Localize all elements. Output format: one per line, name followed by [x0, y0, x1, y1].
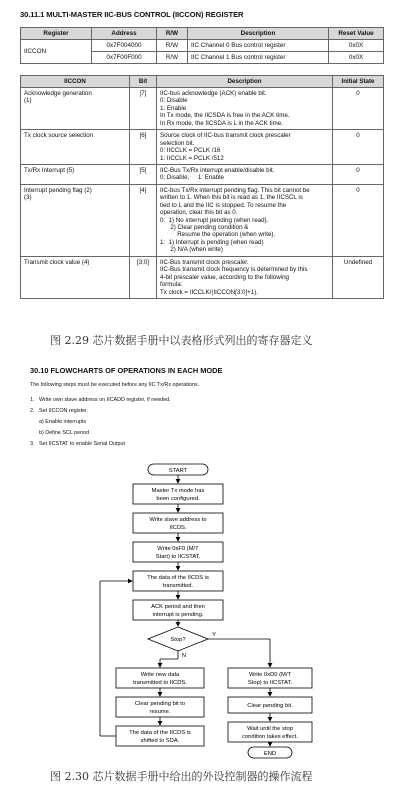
flow-step: 3. Set IICSTAT to enable Serial Output	[30, 441, 125, 447]
bit-cell: [5]	[130, 164, 157, 184]
flow-section-title: 30.10 FLOWCHARTS OF OPERATIONS IN EACH MODE	[30, 366, 223, 375]
box-text: Write slave address to	[149, 517, 207, 523]
box-text: Start) to IICSTAT.	[155, 554, 201, 560]
section-title: 30.11.1 MULTI-MASTER IIC-BUS CONTROL (IICCON) REGISTER	[20, 10, 244, 19]
yes-label: Y	[212, 632, 216, 638]
box-text: The data of the IICDS is	[147, 575, 209, 581]
box-text: condition takes effect.	[242, 734, 298, 740]
initial-state-cell: Undefined	[333, 256, 384, 298]
flowchart	[0, 455, 410, 765]
col-address: Address	[92, 28, 157, 40]
initial-state-cell: 0	[333, 164, 384, 184]
figure-caption: 图 2.29 芯片数据手册中以表格形式列出的寄存器定义	[50, 334, 313, 347]
box-text: shifted to SDA.	[140, 738, 180, 744]
start-label: START	[168, 468, 188, 474]
initial-state-cell: 0	[333, 184, 384, 256]
box-text: Stop) to IICSTAT.	[247, 680, 293, 686]
field-description: Source clock of IIC-bus transmit clock prescaler selection bit. 0: IICCLK = PCLK /16 1: IICCLK = PCLK /512	[157, 130, 333, 165]
no-label: N	[181, 653, 187, 659]
table-row	[21, 256, 384, 298]
box-text: The data of the IICDS is	[129, 730, 191, 736]
rw-cell: R/W	[157, 40, 188, 52]
register-table	[20, 27, 384, 64]
description-cell: IIC Channel 0 Bus control register	[188, 40, 329, 52]
table-row	[21, 88, 384, 130]
box-text: Wait until the stop	[247, 726, 293, 732]
field-description: IIC-Bus transmit clock prescaler. IIC-Bus transmit clock frequency is determined by this 4-bit prescaler value, according to the following formula: Tx clock = IICCLK/(IICCON[3:0]+1).	[157, 256, 333, 298]
address-cell: 0x7F00F000	[92, 52, 157, 64]
bit-table-header	[21, 76, 384, 88]
table-row	[21, 130, 384, 165]
field-name: Tx clock source selection	[21, 130, 130, 165]
col-bit: Bit	[130, 76, 157, 88]
box-text: Write 0xF0 (M/T	[157, 546, 199, 552]
box-text: interrupt is pending.	[152, 612, 204, 618]
bit-cell: [3:0]	[130, 256, 157, 298]
reset-cell: 0x0X	[329, 40, 384, 52]
initial-state-cell: 0	[333, 130, 384, 165]
field-name: Acknowledge generation (1)	[21, 88, 130, 130]
register-name: IICCON	[21, 40, 92, 64]
box-text: IICDS.	[169, 525, 187, 531]
box-text: ACK period and then	[151, 604, 205, 610]
field-description: IIC-bus acknowledge (ACK) enable bit. 0: Disable 1: Enable In Tx mode, the IICSDA is free in the ACK time. In Rx mode, the IICSDA is L in the ACK time.	[157, 88, 333, 130]
box-text: Clear pending bit.	[247, 703, 293, 709]
col-reset: Reset Value	[329, 28, 384, 40]
box-text: Write new data	[140, 672, 180, 678]
box-text: been configured.	[156, 496, 200, 502]
register-table-header	[21, 28, 384, 40]
col-description: Description	[188, 28, 329, 40]
box-text: resume.	[149, 709, 171, 715]
col-bit-description: Description	[157, 76, 333, 88]
bit-cell: [6]	[130, 130, 157, 165]
flow-intro: The following steps must be executed before any IIC Tx/Rx operations.	[30, 382, 200, 388]
bit-definition-table	[20, 75, 384, 299]
table-row	[21, 40, 384, 52]
field-description: IIC-Bus Tx/Rx interrupt enable/disable bit. 0: Disable, 1: Enable	[157, 164, 333, 184]
col-iiccon: IICCON	[21, 76, 130, 88]
reset-cell: 0x0X	[329, 52, 384, 64]
bit-cell: [7]	[130, 88, 157, 130]
col-rw: R/W	[157, 28, 188, 40]
end-label: END	[263, 751, 277, 757]
bit-cell: [4]	[130, 184, 157, 256]
field-name: Tx/Rx Interrupt (5)	[21, 164, 130, 184]
table-row	[21, 164, 384, 184]
table-row	[21, 184, 384, 256]
field-description: IIC-bus Tx/Rx interrupt pending flag. This bit cannot be written to 1. When this bit is read as 1, the IICSCL is tied to L and the IIC is stopped. To resume the operation, clear this bit as 0. 0: 1) No interrupt pending (when read). 2) Clear pending condition & Resume the operation (when write). 1: 1) Interrupt is pending (when read) 2) N/A (when write)	[157, 184, 333, 256]
field-name: Interrupt pending flag (2) (3)	[21, 184, 130, 256]
decision-label: Stop?	[170, 637, 186, 643]
col-register: Register	[21, 28, 92, 40]
address-cell: 0x7F004000	[92, 40, 157, 52]
figure-caption: 图 2.30 芯片数据手册中给出的外设控制器的操作流程	[50, 770, 313, 783]
box-text: Master Tx mode has	[151, 488, 205, 494]
col-initial-state: Initial State	[333, 76, 384, 88]
box-text: transmitted.	[162, 583, 194, 589]
rw-cell: R/W	[157, 52, 188, 64]
initial-state-cell: 0	[333, 88, 384, 130]
box-text: transmitted to IICDS.	[133, 680, 187, 686]
description-cell: IIC Channel 1 Bus control register	[188, 52, 329, 64]
flow-step: a) Enable interrupts	[30, 419, 87, 425]
box-text: Write 0xD0 (M/T	[248, 672, 292, 678]
flow-step: 2. Set IICCON register.	[30, 408, 89, 414]
field-name: Transmit clock value (4)	[21, 256, 130, 298]
box-text: Clear pending bit to	[134, 701, 186, 707]
flow-step: 1. Write own slave address on IICADD register, if needed.	[30, 397, 171, 403]
flow-step: b) Define SCL period	[30, 430, 90, 436]
